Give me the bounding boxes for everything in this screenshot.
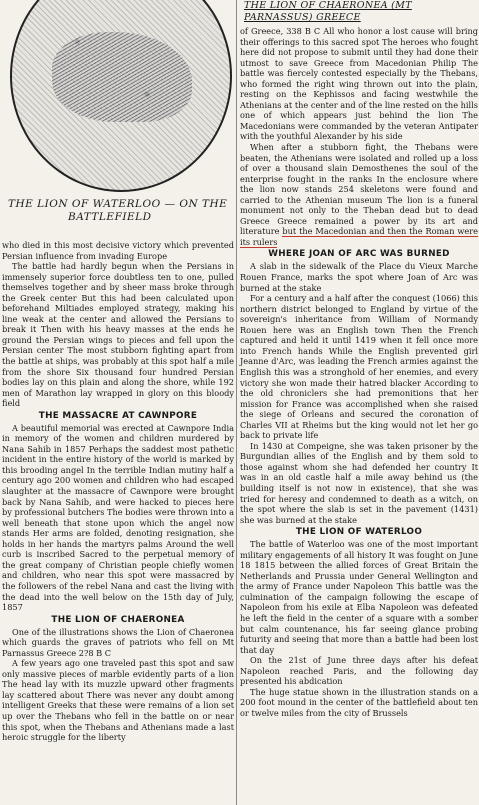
- section-heading: THE LION OF WATERLOO: [295, 527, 423, 538]
- section-heading: WHERE JOAN OF ARC WAS BURNED: [268, 249, 450, 260]
- paragraph: On the 21st of June three days after his defeat Napoleon reached Paris, and the following day presented his abdication: [240, 655, 478, 687]
- paragraph: The huge statue shown in the illustration stands on a 200 foot mound in the center of the battlefield about ten or twelve miles from the city of Brussels: [240, 686, 478, 718]
- paragraph: The battle had hardly begun when the Persians in immensely superior force doubtless ten to one, pulled themselves together and by sheer mass broke through the Greek center But this had been calculated upon beforehand Miltiades employed strategy, making his line weak at the center and allowed the Persians to break it Then with his heavy masses at the ends he ground the Persian wings to pieces and fell upon the Persian center The most stubborn fighting apart from the battle at ships, was probably at this spot half a mile from the shore Six thousand four hundred Persian bodies lay on this plain and along the shore, while 192 men of Marathon lay wrapped in glory on this bloody field: [2, 261, 234, 409]
- illustration-caption: THE LION OF CHAERONEA (MT PARNASSUS) GREECE: [244, 0, 412, 23]
- lion-figure: [52, 32, 192, 122]
- section-heading: THE MASSACRE AT CAWNPORE: [38, 410, 198, 421]
- paragraph: A slab in the sidewalk of the Place du Vieux Marche Rouen France, marks the spot where Joan of Arc was burned at the stake: [240, 261, 478, 293]
- illustration-lion-of-waterloo: [2, 0, 234, 240]
- right-column: [240, 0, 478, 718]
- paragraph-text: When after a stubborn fight, the Thebans were beaten, the Athenians were isolated and rolled up a loss of over a thousand slain Demosthenes the soul of the enterprise fought in the ranks In the enclosure where the lion now stands 254 skeletons were found and carried to the Athenian museum The lion is a funeral monument not only to the Theban dead but to dead Greece Greece remained a power by its art and literature: [240, 142, 478, 237]
- lion-engraving: [10, 0, 232, 192]
- paragraph: The battle of Waterloo was one of the most important military engagements of all history It was fought on June 18 1815 between the allied forces of Great Britain the Netherlands and Prussia under General Wellington and the army of France under Napoleon This battle was the culmination of the campaign following the escape of Napoleon from his exile at Elba Napoleon was defeated he left the field in the center of a square with a somber but calm countenance, his far seeing glance probing futurity and seeing that more than a battle had been lost that day: [240, 539, 478, 655]
- paragraph: A few years ago one traveled past this spot and saw only massive pieces of marble evidently parts of a lion The head lay with its muzzle upward other fragments lay scattered about There was never any doubt among intelligent Greeks that these were remains of a lion set up over the Thebans who fell in the battle on or near this spot, when the Thebans and Athenians made a last heroic struggle for the liberty: [2, 658, 234, 743]
- paragraph: of Greece, 338 B C All who honor a lost cause will bring their offerings to this sacred spot The heroes who fought here did not propose to submit until they had done their utmost to save Greece from Macedonian Philip The battle was fiercely contested especially by the Thebans, who formed the right wing thrown out into the plain, resting on the Kephissos and facing westwhile the Athenians at the center and of the line rested on the hills one of which appears just behind the lion The Macedonians were commanded by the veteran Antipater with the youthful Alexander by his side: [240, 26, 478, 142]
- caption-line-1: THE LION OF WATERLOO — ON THE: [8, 198, 228, 210]
- underlined-text: but the Macedonian and then the Roman were its rulers: [240, 226, 478, 247]
- paragraph: [240, 142, 478, 247]
- caption-line-2: BATTLEFIELD: [68, 211, 152, 223]
- illustration-caption: [8, 198, 234, 224]
- paragraph: One of the illustrations shows the Lion of Chaeronea which guards the graves of patriots who fell on Mt Parnassus Greece 2?8 B C: [2, 626, 234, 658]
- paragraph: who died in this most decisive victory which prevented Persian influence from invading Europe: [2, 240, 234, 261]
- paragraph: In 1430 at Compeigne, she was taken prisoner by the Burgundian allies of the English and by them sold to those against whom she had defended her country It was in an old castle half a mile away behind us (the building itself is not now in existence), that she was tried for heresy and condemned to death as a witch, on the spot where the slab is set in the pavement (1431) she was burned at the stake: [240, 440, 478, 525]
- left-column: [2, 0, 234, 743]
- paragraph: For a century and a half after the conquest (1066) this northern district belonged to England by virtue of the sovereign's inheritance from William of Normandy Rouen here was an English town Then the French captured and held it until 1419 when it fell once more into French hands While the English prevented girl Jeanne d'Arc, was leading the French armies against the English this was a stronghold of her enemies, and every victory she won made their hatred blacker According to the old chroniclers she had premonitions that her mission for France was accomplished when she raised the siege of Orleans and secured the coronation of Charles VII at Rheims but the king would not let her go back to private life: [240, 293, 478, 441]
- paragraph: A beautiful memorial was erected at Cawnpore India in memory of the women and children murdered by Nana Sahib in 1857 Perhaps the saddest most pathetic incident in the entire history of the world is marked by this brooding angel In the terrible Indian mutiny half a century ago 200 women and children who had escaped slaughter at the massacre of Cawnpore were brought back by Nana Sahib, and were hacked to pieces here by professional butchers The bodies were thrown into a well beneath that stone upon which the angel now stands Her arms are folded, denoting resignation, she holds in her hands the martyrs palms Around the well curb is inscribed Sacred to the perpetual memory of the great company of Christian people chiefly women and children, who near this spot were massacred by the followers of the rebel Nana and cast the living with the dead into the well below on the 15th day of July, 1857: [2, 422, 234, 613]
- column-divider: [236, 0, 237, 805]
- section-heading: THE LION OF CHAERONEA: [51, 614, 185, 625]
